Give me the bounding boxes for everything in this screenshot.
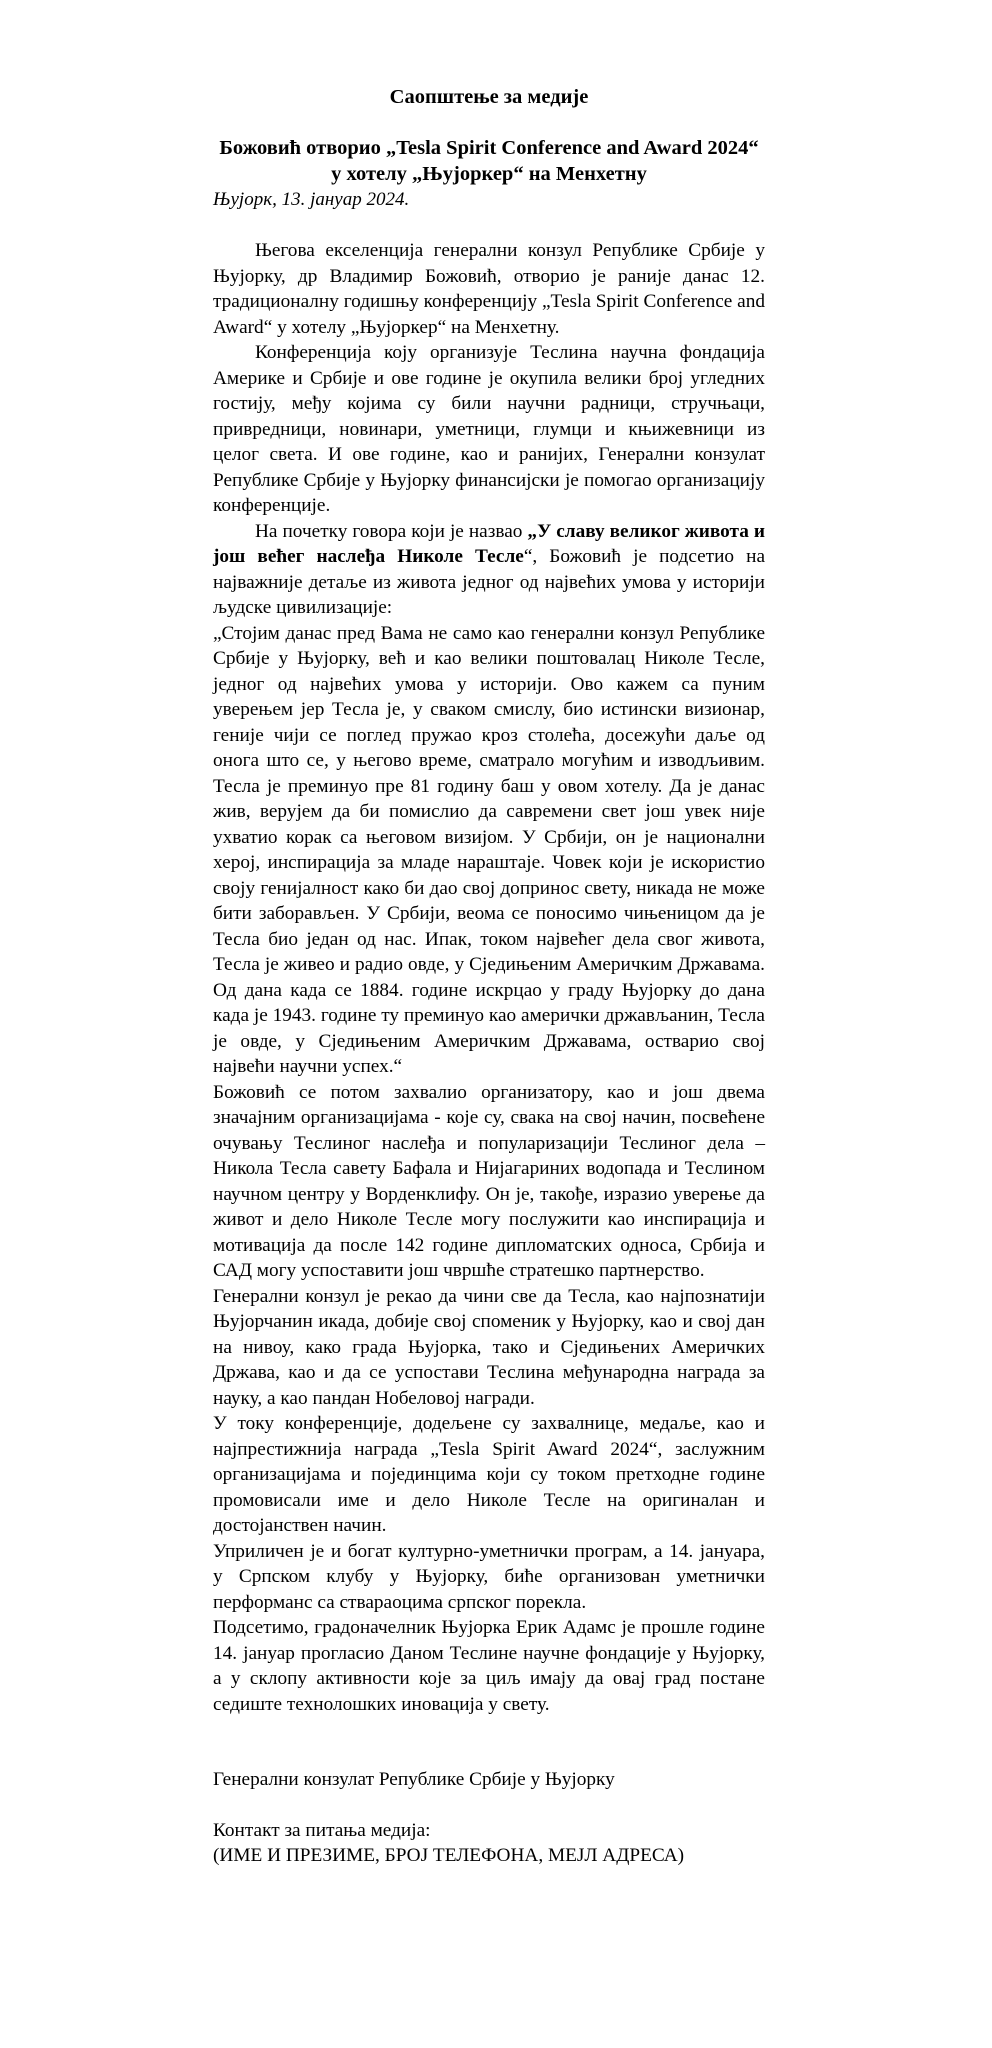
paragraph-opening: Његова екселенција генерални конзул Републике Србије у Њујорку, др Владимир Божовић, отворио је раније данас 12. традиционалну годишњу конференцију „Tesla Spirit Conference and Award“ у хотелу „Њујоркер“ на Менхетну.	[213, 240, 765, 338]
paragraph-speech-quote: „Стојим данас пред Вама не само као генерални конзул Републике Србије у Њујорку, већ и као велики поштовалац Николе Тесле, једног од највећих умова у историји. Ово кажем са пуним уверењем јер Тесла је, у сваком смислу, био истински визионар, геније чији се поглед пружао кроз столећа, досежући даље од онога што се, у његово време, сматрало могућим и изводљивим. Тесла је преминуо пре 81 годину баш у овом хотелу. Да је данас жив, верујем да би помислио да савремени свет још увек није ухватио корак са његовом визијом. У Србији, он је национални херој, инспирација за младе нараштаје. Човек који је искористио своју генијалност како би дао свој допринос свету, никада не може бити заборављен. У Србији, веома се поносимо чињеницом да је Тесла био један од нас. Ипак, током највећег дела свог живота, Тесла је живео и радио овде, у Сједињеним Америчким Државама. Од дана када се 1884. године искрцао у граду Њујорку до дана када је 1943. године ту преминуо као амерички држављанин, Тесла је овде, у Сједињеним Америчким Државама, остварио свој највећи научни успех.“	[213, 622, 765, 1077]
speech-intro-end: “, Божовић је подсетио на најважније детаље из живота једног од највећих умова у историји људске цивилизације:	[213, 546, 765, 618]
dateline: Њујорк, 13. јануар 2024.	[213, 189, 410, 210]
speech-intro-start: На почетку говора који је назвао	[255, 520, 528, 542]
paragraph-thanks: Божовић се потом захвалио организатору, као и још двема значајним организацијама - које су, свака на свој начин, посвећене очувању Теслиног наслеђа и популаризацији Теслиног дела – Никола Тесла савету Бафала и Нијагариних водопада и Теслином научном центру у Ворденклифу. Он је, такође, изразио уверење да живот и дело Николе Тесле могу послужити као инспирација и мотивација да после 142 године дипломатских односа, Србија и САД могу успоставити још чвршће стратешко партнерство.	[213, 1081, 765, 1281]
paragraph-monument: Генерални конзул је рекао да чини све да Тесла, као најпознатији Њујорчанин икада, добије свој споменик у Њујорку, као и свој дан на нивоу, како града Њујорка, тако и Сједињених Америчких Држава, као и да се успостави Теслина међународна награда за науку, а као пандан Нобеловој награди.	[213, 1285, 765, 1409]
paragraph-awards: У току конференције, додељене су захвалнице, медаље, као и најпрестижнија награда „Tesla Spirit Award 2024“, заслужним организацијама и појединцима који су током претходне године промовисали име и дело Николе Тесле на оригиналан и достојанствен начин.	[213, 1413, 765, 1536]
paragraph-program: Уприличен је и богат културно-уметнички програм, а 14. јануара, у Српском клубу у Њујорку, биће организован уметнички перформанс са ствараоцима српског порекла.	[213, 1540, 765, 1613]
paragraph-speech-intro	[213, 519, 765, 621]
speech-title: „У славу великог живота и још већег наслеђа Николе Тесле	[213, 520, 765, 567]
media-contact-label: Контакт за питања медија:	[213, 1819, 431, 1841]
paragraph-reminder: Подсетимо, градоначелник Њујорка Ерик Адамс је прошле године 14. јануар прогласио Даном Теслине научне фондације у Њујорку, а у склопу активности које за циљ имају да овај град постане седиште технолошких иновација у свету.	[213, 1617, 765, 1715]
signature-block: Генерални конзулат Републике Србије у Њујорку	[213, 1769, 615, 1790]
press-release-body	[213, 84, 765, 1869]
headline: Божовић отворио „Tesla Spirit Conference and Award 2024“ у хотелу „Њујоркер“ на Менхетну	[219, 137, 759, 185]
paragraph-conference: Конференција коју организује Теслина научна фондација Америке и Србије и ове године је окупила велики број угледних гостију, међу којима су били научни радници, стручњаци, привредници, новинари, уметници, глумци и књижевници из целог света. И ове године, као и ранијих, Генерални конзулат Републике Србије у Њујорку финансијски је помогао организацију конференције.	[213, 342, 765, 516]
media-contact-placeholder: (ИМЕ И ПРЕЗИМЕ, БРОЈ ТЕЛЕФОНА, МЕЈЛ АДРЕСА)	[213, 1845, 685, 1866]
media-contact	[213, 1818, 765, 1869]
document-type-label: Саопштење за медије	[389, 86, 589, 108]
